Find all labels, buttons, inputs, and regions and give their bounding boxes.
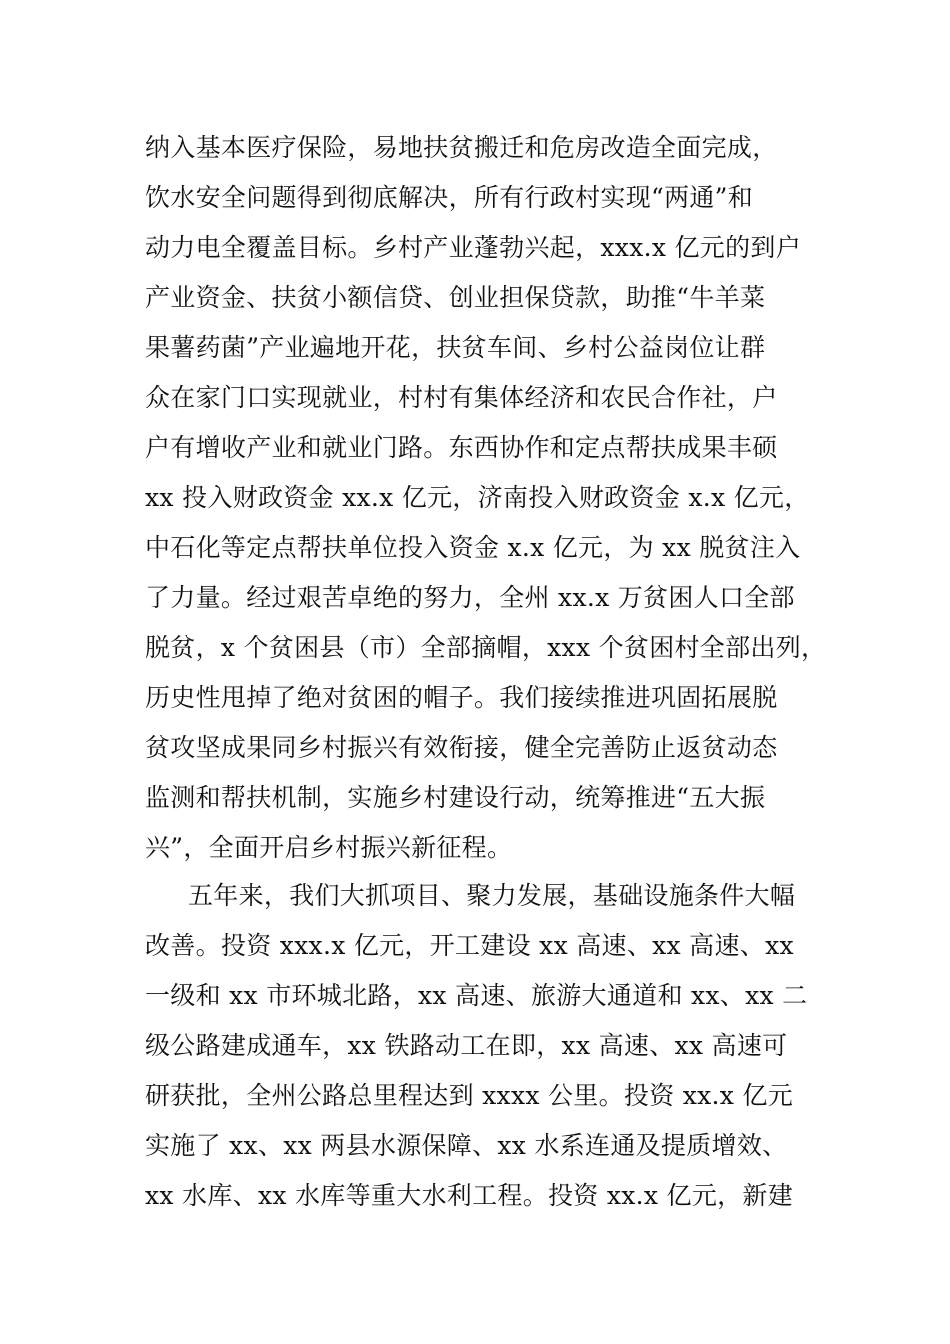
paragraph-first-line: 五年来，我们大抓项目、聚力发展，基础设施条件大幅 <box>188 881 796 910</box>
text-line: 历史性甩掉了绝对贫困的帽子。我们接续推进巩固拓展脱 <box>145 683 778 712</box>
text-line: 级公路建成通车，xx 铁路动工在即，xx 高速、xx 高速可 <box>145 1031 788 1060</box>
text-line: 动力电全覆盖目标。乡村产业蓬勃兴起，xxx.x 亿元的到户 <box>145 233 801 262</box>
text-line: 改善。投资 xxx.x 亿元，开工建设 xx 高速、xx 高速、xx <box>145 931 794 960</box>
text-line: xx 投入财政资金 xx.x 亿元，济南投入财政资金 x.x 亿元， <box>145 483 810 512</box>
text-line: 了力量。经过艰苦卓绝的努力，全州 xx.x 万贫困人口全部 <box>145 583 795 612</box>
text-line: 贫攻坚成果同乡村振兴有效衔接，健全完善防止返贫动态 <box>145 733 778 762</box>
text-line: 纳入基本医疗保险，易地扶贫搬迁和危房改造全面完成， <box>145 133 778 162</box>
text-line: 饮水安全问题得到彻底解决，所有行政村实现“两通”和 <box>145 183 754 212</box>
text-line: 监测和帮扶机制，实施乡村建设行动，统筹推进“五大振 <box>145 783 766 812</box>
text-line: xx 水库、xx 水库等重大水利工程。投资 xx.x 亿元，新建 <box>145 1181 794 1210</box>
text-line: 兴”，全面开启乡村振兴新征程。 <box>145 833 513 862</box>
text-line: 实施了 xx、xx 两县水源保障、xx 水系连通及提质增效、 <box>145 1131 788 1160</box>
text-line: 众在家门口实现就业，村村有集体经济和农民合作社，户 <box>145 383 778 412</box>
text-line: 产业资金、扶贫小额信贷、创业担保贷款，助推“牛羊菜 <box>145 283 766 312</box>
text-line: 果薯药菌”产业遍地开花，扶贫车间、乡村公益岗位让群 <box>145 333 766 362</box>
text-line: 研获批，全州公路总里程达到 xxxx 公里。投资 xx.x 亿元 <box>145 1081 794 1110</box>
text-line: 中石化等定点帮扶单位投入资金 x.x 亿元，为 xx 脱贫注入 <box>145 533 801 562</box>
text-line: 一级和 xx 市环城北路，xx 高速、旅游大通道和 xx、xx 二 <box>145 981 808 1010</box>
text-line: 户有增收产业和就业门路。东西协作和定点帮扶成果丰硕 <box>145 433 778 462</box>
text-line: 脱贫，x 个贫困县（市）全部摘帽，xxx 个贫困村全部出列， <box>145 633 827 662</box>
